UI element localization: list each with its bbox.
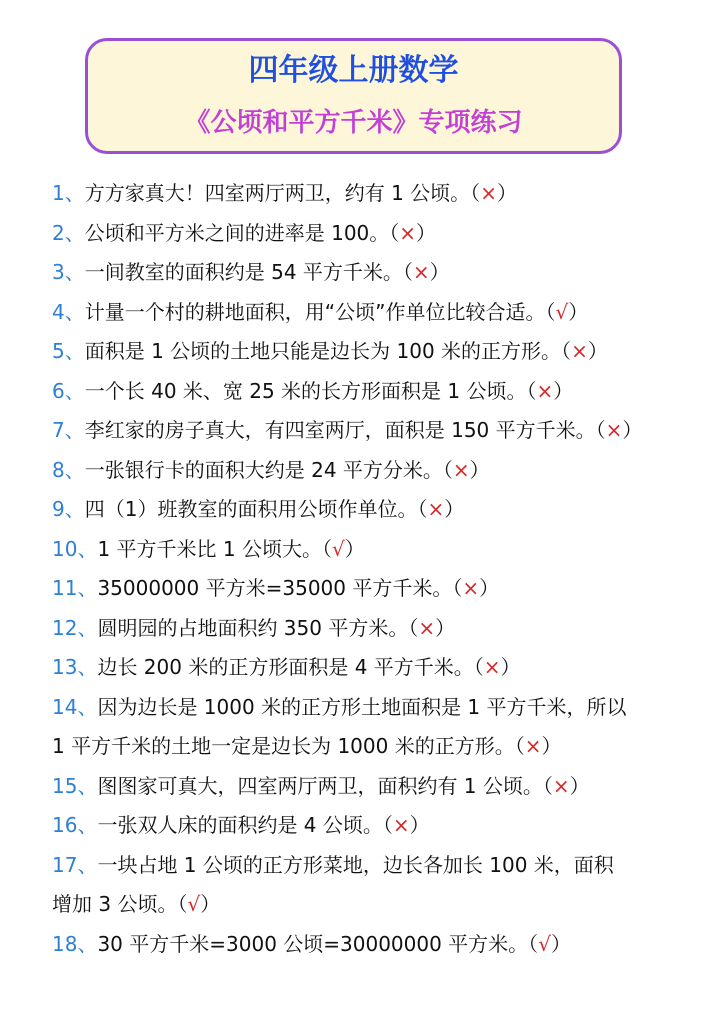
question-text: 一间教室的面积约是 54 平方千米。（ xyxy=(84,260,413,284)
answer-mark: × xyxy=(427,497,445,521)
question-text-cont: 增加 3 公顷。（ xyxy=(52,892,188,916)
question-text: 1 平方千米比 1 公顷大。（ xyxy=(97,536,332,561)
page-subtitle: 《公顷和平方千米》专项练习 xyxy=(184,108,523,138)
close-paren: ） xyxy=(569,773,590,798)
close-paren: ） xyxy=(344,536,365,561)
question-number: 9、 xyxy=(52,497,85,521)
answer-mark: √ xyxy=(538,931,551,956)
answer-mark: × xyxy=(399,220,417,245)
close-paren: ） xyxy=(469,457,490,482)
question-text: 一张双人床的面积约是 4 公顷。（ xyxy=(97,813,393,837)
question-number: 7、 xyxy=(52,418,85,442)
question-text: 四（1）班教室的面积用公顷作单位。（ xyxy=(84,497,428,521)
close-paren: ） xyxy=(429,260,450,284)
question-number: 14、 xyxy=(52,694,98,719)
question-8 xyxy=(52,451,692,491)
question-12 xyxy=(52,609,692,649)
question-number: 4、 xyxy=(52,299,85,324)
question-10 xyxy=(52,530,692,570)
question-9 xyxy=(52,490,692,530)
question-number: 3、 xyxy=(52,260,85,284)
question-number: 13、 xyxy=(52,655,98,679)
question-text: 边长 200 米的正方形面积是 4 平方千米。（ xyxy=(97,655,484,679)
question-number: 5、 xyxy=(52,339,85,363)
question-text: 公顷和平方米之间的进率是 100。（ xyxy=(84,220,400,245)
question-number: 1、 xyxy=(52,181,85,205)
question-list xyxy=(52,174,692,964)
question-text: 因为边长是 1000 米的正方形土地面积是 1 平方千米，所以 xyxy=(97,694,627,719)
answer-mark: × xyxy=(552,773,570,798)
answer-mark: √ xyxy=(187,892,201,916)
question-number: 18、 xyxy=(52,931,98,956)
question-text: 图图家可真大，四室两厅两卫，面积约有 1 公顷。（ xyxy=(97,773,553,798)
answer-mark: × xyxy=(462,576,480,600)
answer-mark: √ xyxy=(555,299,569,324)
question-text: 一个长 40 米、宽 25 米的长方形面积是 1 公顷。（ xyxy=(84,378,537,403)
close-paren: ） xyxy=(444,497,465,521)
answer-mark: × xyxy=(452,457,470,482)
question-number: 8、 xyxy=(52,457,85,482)
answer-mark: × xyxy=(536,378,554,403)
question-text: 35000000 平方米=35000 平方千米。（ xyxy=(97,576,463,600)
question-number: 6、 xyxy=(52,378,85,403)
question-11 xyxy=(52,569,692,609)
question-text-cont: 1 平方千米的土地一定是边长为 1000 米的正方形。（ xyxy=(52,734,525,758)
close-paren: ） xyxy=(553,378,574,403)
close-paren: ） xyxy=(622,418,643,442)
answer-mark: × xyxy=(524,734,542,758)
answer-mark: × xyxy=(571,339,588,363)
question-2 xyxy=(52,214,692,254)
question-1 xyxy=(52,174,692,214)
question-number: 16、 xyxy=(52,813,98,837)
question-text: 圆明园的占地面积约 350 平方米。（ xyxy=(97,615,419,640)
title-box xyxy=(85,38,622,154)
close-paren: ） xyxy=(587,339,608,363)
answer-mark: × xyxy=(418,615,436,640)
close-paren: ） xyxy=(416,220,437,245)
page-title: 四年级上册数学 xyxy=(248,53,459,88)
close-paren: ） xyxy=(500,655,521,679)
question-text: 一张银行卡的面积大约是 24 平方分米。（ xyxy=(84,457,453,482)
question-number: 10、 xyxy=(52,536,98,561)
question-number: 17、 xyxy=(52,852,98,877)
answer-mark: × xyxy=(605,418,623,442)
question-3 xyxy=(52,253,692,293)
question-16 xyxy=(52,806,692,846)
answer-mark: × xyxy=(392,813,410,837)
question-number: 12、 xyxy=(52,615,98,640)
question-number: 11、 xyxy=(52,576,98,600)
question-text: 李红家的房子真大，有四室两厅，面积是 150 平方千米。（ xyxy=(84,418,606,442)
question-text: 方方家真大！四室两厅两卫，约有 1 公顷。（ xyxy=(84,181,481,205)
question-14 xyxy=(52,688,692,767)
question-13 xyxy=(52,648,692,688)
answer-mark: √ xyxy=(331,536,345,561)
close-paren: ） xyxy=(550,931,571,956)
question-text: 计量一个村的耕地面积，用“公顷”作单位比较合适。（ xyxy=(84,299,556,324)
close-paren: ） xyxy=(200,892,221,916)
question-15 xyxy=(52,767,692,807)
question-4 xyxy=(52,293,692,333)
question-7 xyxy=(52,411,692,451)
close-paren: ） xyxy=(496,181,517,205)
question-5 xyxy=(52,332,692,372)
question-text: 面积是 1 公顷的土地只能是边长为 100 米的正方形。（ xyxy=(84,339,572,363)
question-17 xyxy=(52,846,692,925)
close-paren: ） xyxy=(409,813,430,837)
close-paren: ） xyxy=(435,615,456,640)
question-text: 一块占地 1 公顷的正方形菜地，边长各加长 100 米，面积 xyxy=(97,852,614,877)
question-6 xyxy=(52,372,692,412)
answer-mark: × xyxy=(480,181,497,205)
close-paren: ） xyxy=(479,576,500,600)
question-number: 2、 xyxy=(52,220,85,245)
question-continuation xyxy=(52,727,692,767)
answer-mark: × xyxy=(412,260,430,284)
close-paren: ） xyxy=(541,734,562,758)
question-text: 30 平方千米=3000 公顷=30000000 平方米。（ xyxy=(97,931,539,956)
close-paren: ） xyxy=(568,299,589,324)
answer-mark: × xyxy=(483,655,501,679)
question-number: 15、 xyxy=(52,773,98,798)
question-18 xyxy=(52,925,692,965)
question-continuation xyxy=(52,885,692,925)
